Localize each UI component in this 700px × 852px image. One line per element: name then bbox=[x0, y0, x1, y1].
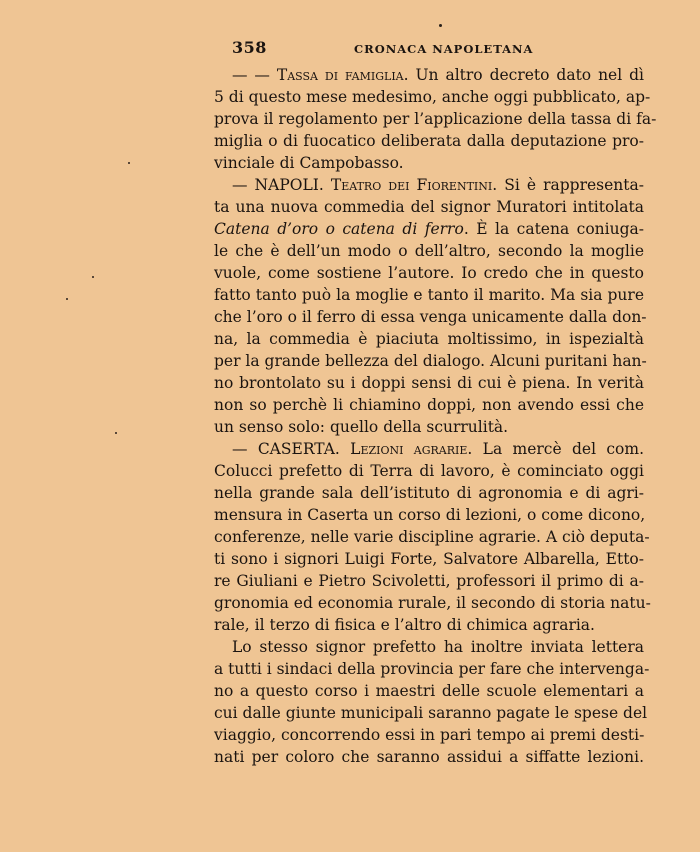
text-line: vinciale di Campobasso. bbox=[214, 154, 404, 172]
text-line: rale, il terzo di fisica e l’altro di chimica agraria. bbox=[214, 616, 595, 634]
text-line: fatto tanto può la moglie e tanto il marito. Ma sia pure bbox=[214, 286, 644, 304]
text-line: le che è dell’un modo o dell’altro, secondo la moglie bbox=[214, 242, 644, 260]
article-text bbox=[214, 64, 657, 768]
text-line: re Giuliani e Pietro Scivoletti, professori il primo di a- bbox=[214, 572, 644, 590]
text-line: no a questo corso i maestri delle scuole elementari a bbox=[214, 682, 644, 700]
text-line: vuole, come sostiene l’autore. Io credo che in questo bbox=[214, 264, 644, 282]
text-line: — — Tassa di famiglia. Un altro decreto dato nel dì bbox=[232, 66, 644, 84]
text-line: conferenze, nelle varie discipline agrarie. A ciò deputa- bbox=[214, 528, 650, 546]
text-line: ti sono i signori Luigi Forte, Salvatore Albarella, Etto- bbox=[214, 550, 644, 568]
print-speck bbox=[128, 162, 130, 164]
text-line: per la grande bellezza del dialogo. Alcuni puritani han- bbox=[214, 352, 647, 370]
text-line: viaggio, concorrendo essi in pari tempo ai premi desti- bbox=[214, 726, 645, 744]
page-header bbox=[232, 38, 632, 60]
text-line: non so perchè li chiamino doppi, non avendo essi che bbox=[214, 396, 644, 414]
text-line: nati per coloro che saranno assidui a siffatte lezioni. bbox=[214, 748, 644, 766]
text-line: prova il regolamento per l’applicazione della tassa di fa- bbox=[214, 110, 657, 128]
text-line: miglia o di fuocatico deliberata dalla deputazione pro- bbox=[214, 132, 644, 150]
running-head: CRONACA NAPOLETANA bbox=[354, 42, 534, 56]
text-line: Lo stesso signor prefetto ha inoltre inviata lettera bbox=[232, 638, 644, 656]
text-line: Colucci prefetto di Terra di lavoro, è cominciato oggi bbox=[214, 462, 644, 480]
play-title: Catena d’oro o catena di ferro bbox=[214, 220, 464, 238]
text-line: un senso solo: quello della scurrulità. bbox=[214, 418, 509, 436]
text-line: mensura in Caserta un corso di lezioni, o come dicono, bbox=[214, 506, 646, 524]
text-line: na, la commedia è piaciuta moltissimo, in ispezialtà bbox=[214, 330, 644, 348]
section-title: Tassa di famiglia bbox=[276, 66, 404, 84]
text-line: cui dalle giunte municipali saranno pagate le spese del bbox=[214, 704, 648, 722]
text-line: no brontolato su i doppi sensi di cui è piena. In verità bbox=[214, 374, 644, 392]
text-line: — NAPOLI. Teatro dei Fiorentini. Si è rappresenta- bbox=[232, 176, 644, 194]
print-speck bbox=[115, 432, 117, 434]
section-title: Lezioni agrarie bbox=[350, 440, 468, 458]
print-speck bbox=[439, 24, 442, 27]
text-line: che l’oro o il ferro di essa venga unicamente dalla don- bbox=[214, 308, 647, 326]
text-line: ta una nuova commedia del signor Muratori intitolata bbox=[214, 198, 644, 216]
text-line: Catena d’oro o catena di ferro. È la catena coniuga- bbox=[214, 220, 645, 238]
section-title: Teatro dei Fiorentini bbox=[330, 176, 493, 194]
text-line: a tutti i sindaci della provincia per fare che intervenga- bbox=[214, 660, 650, 678]
text-line: 5 di questo mese medesimo, anche oggi pubblicato, ap- bbox=[214, 88, 651, 106]
text-line: gronomia ed economia rurale, il secondo di storia natu- bbox=[214, 594, 651, 612]
print-speck bbox=[92, 276, 94, 278]
text-line: — CASERTA. Lezioni agrarie. La mercè del com. bbox=[232, 440, 644, 458]
page-number: 358 bbox=[232, 38, 267, 57]
text-line: nella grande sala dell’istituto di agronomia e di agri- bbox=[214, 484, 644, 502]
print-speck bbox=[66, 298, 68, 300]
